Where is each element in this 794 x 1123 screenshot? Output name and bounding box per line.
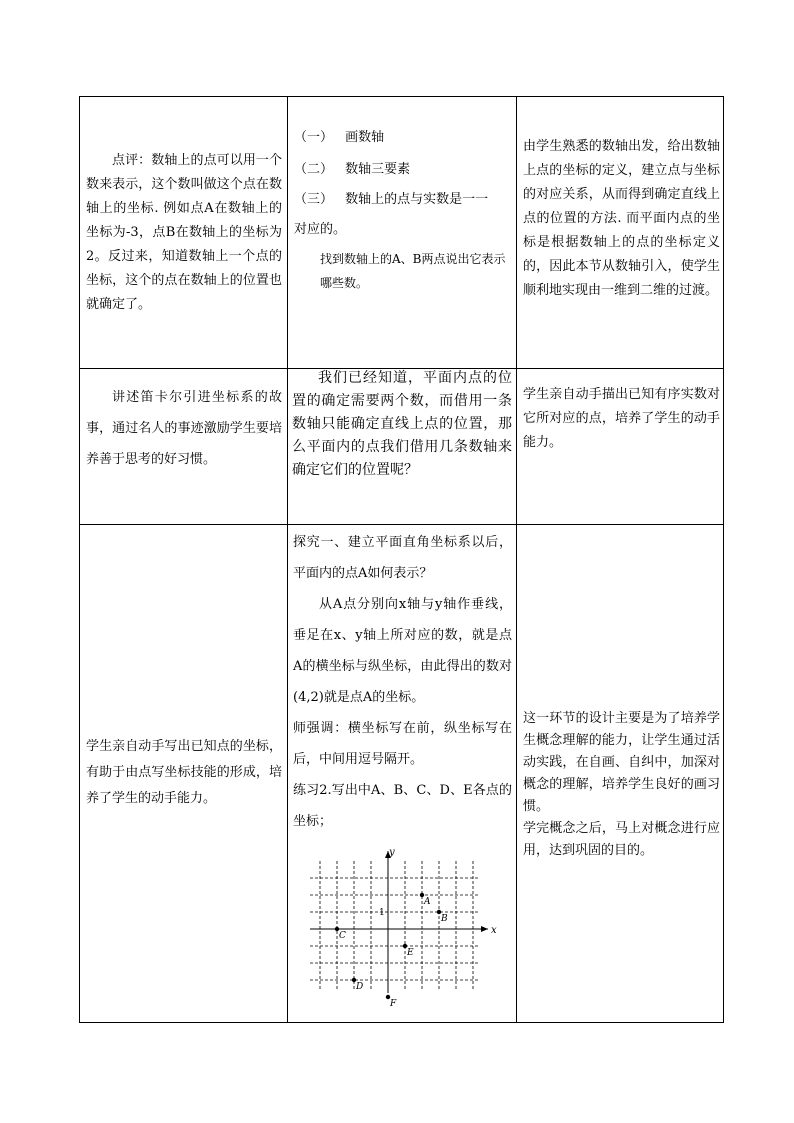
activity-item-3-continuation: 对应的。 <box>294 222 347 237</box>
point-label-c: C <box>339 931 346 941</box>
row3-commentary-text: 学生亲自动手写出已知点的坐标，有助于由点写坐标技能的形成，培养了学生的动手能力。 <box>86 739 282 806</box>
row3-design-intent-p2: 学完概念之后，马上对概念进行应用，达到巩固的目的。 <box>523 821 720 858</box>
x-axis-label: x <box>491 925 497 936</box>
activity-note: 找到数轴上的A、B两点说出它表示哪些数。 <box>320 252 506 290</box>
row2-commentary-text: 讲述笛卡尔引进坐标系的故事，通过名人的事迹激励学生要培养善于思考的好习惯。 <box>86 390 282 467</box>
column-divider-2 <box>516 97 517 1022</box>
row2-question-text: 我们已经知道，平面内点的位置的确定需要两个数，而借用一条数轴只能确定直线上点的位置，那么平面内的点我们借用几条数轴来确定它们的位置呢？ <box>292 370 512 478</box>
point-label-b: B <box>441 914 448 924</box>
row1-design-intent-text: 由学生熟悉的数轴出发，给出数轴上点的坐标的定义，建立点与坐标的对应关系，从而得到确定直线上点的位置的方法. 而平面内点的坐标是根据数轴上的点的坐标定义的，因此本节从数轴引入，使学生顺利地实现由一维到二维的过渡。 <box>523 139 720 298</box>
x-axis-arrow-icon <box>481 926 488 932</box>
point-label-e: E <box>407 948 414 958</box>
row3-exploration <box>293 527 512 837</box>
exercise-prompt: 练习2.写出中A、B、C、D、E各点的坐标； <box>293 783 512 829</box>
teacher-emphasis: 师强调：横坐标写在前，纵坐标写在后，中间用逗号隔开。 <box>293 721 512 767</box>
row3-commentary <box>86 734 282 812</box>
activity-item-1-text: 画数轴 <box>345 130 385 145</box>
activity-item-1 <box>294 125 512 151</box>
grid-lines <box>310 861 478 989</box>
row3-design-intent <box>523 708 720 862</box>
plotted-points <box>335 893 448 1009</box>
activity-item-2-num: （二） <box>294 162 334 177</box>
row2-design-intent <box>523 383 720 455</box>
row1-commentary-text: 点评：数轴上的点可以用一个数来表示，这个数叫做这个点在数轴上的坐标. 例如点A在数轴上的坐标为-3，点B在数轴上的坐标为2。反过来，知道数轴上一个点的坐标，这个的点在数轴上的位置也就确定了。 <box>86 153 282 312</box>
activity-item-2 <box>294 155 512 185</box>
row1-commentary <box>86 149 282 317</box>
row1-activities <box>294 125 512 295</box>
row-divider-2 <box>80 524 723 525</box>
exploration-explanation: 从A点分别向x轴与y轴作垂线，垂足在x、y轴上所对应的数，就是点A的横坐标与纵坐标，由此得出的数对(4,2)就是点A的坐标。 <box>293 597 512 705</box>
unit-label: 1 <box>379 908 385 918</box>
lesson-table <box>79 96 724 1023</box>
point-label-a: A <box>424 897 431 907</box>
activity-item-3-num: （三） <box>294 192 334 207</box>
row2-commentary <box>86 382 282 475</box>
point-label-d: D <box>356 982 364 992</box>
row1-design-intent <box>523 135 720 303</box>
coordinate-grid-figure <box>302 847 502 1009</box>
row2-design-intent-text: 学生亲自动手描出已知有序实数对它所对应的点，培养了学生的动手能力。 <box>523 387 720 450</box>
y-axis-label: y <box>389 847 395 858</box>
exploration-question: 探究一、建立平面直角坐标系以后，平面内的点A如何表示？ <box>293 535 512 581</box>
coordinate-axes <box>310 847 497 993</box>
activity-item-2-text: 数轴三要素 <box>345 162 411 177</box>
activity-item-3-text: 数轴上的点与实数是一一 <box>345 192 489 207</box>
point-label-f: F <box>390 999 397 1009</box>
row2-question <box>292 367 512 482</box>
activity-item-1-num: （一） <box>294 130 334 145</box>
column-divider-1 <box>287 97 288 1022</box>
row3-design-intent-p1: 这一环节的设计主要是为了培养学生概念理解的能力，让学生通过活动实践，在自画、自纠中，加深对概念的理解，培养学生良好的画习惯。 <box>523 711 720 814</box>
activity-item-3 <box>294 185 512 215</box>
